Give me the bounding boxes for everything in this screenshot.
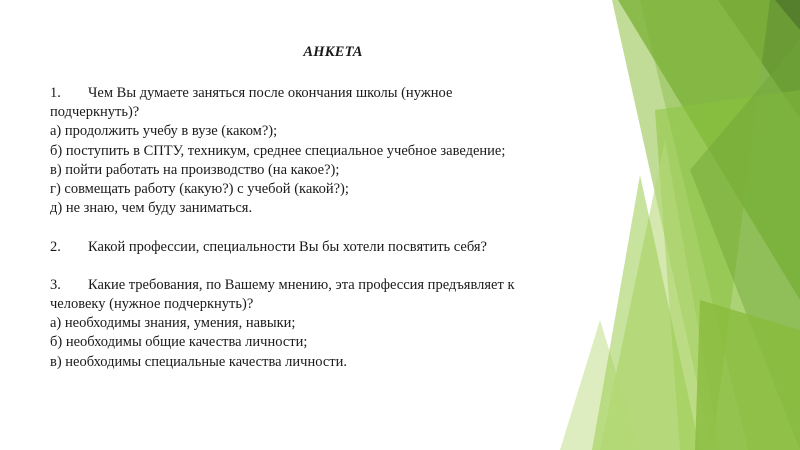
answer-option: б) необходимы общие качества личности; bbox=[50, 334, 308, 351]
answer-option: а) продолжить учебу в вузе (каком?); bbox=[50, 123, 278, 140]
question-1 bbox=[50, 84, 610, 103]
answer-option: в) необходимы специальные качества личности. bbox=[50, 353, 347, 370]
question-3 bbox=[50, 276, 610, 295]
question-text: Чем Вы думаете заняться после окончания школы (нужное bbox=[88, 85, 453, 101]
question-2 bbox=[50, 238, 610, 257]
spacer bbox=[50, 218, 610, 237]
question-number: 3. bbox=[50, 276, 61, 293]
question-text-continued: человеку (нужное подчеркнуть)? bbox=[50, 296, 254, 313]
answer-option: а) необходимы знания, умения, навыки; bbox=[50, 315, 296, 332]
spacer bbox=[50, 257, 610, 276]
question-text-continued: подчеркнуть)? bbox=[50, 104, 140, 121]
answer-option: б) поступить в СПТУ, техникум, среднее специальное учебное заведение; bbox=[50, 142, 506, 159]
answer-option: г) совмещать работу (какую?) с учебой (какой?); bbox=[50, 180, 349, 197]
question-text: Какие требования, по Вашему мнению, эта профессия предъявляет к bbox=[88, 276, 515, 293]
question-number: 2. bbox=[50, 238, 61, 255]
page-title: АНКЕТА bbox=[303, 44, 363, 60]
answer-option: в) пойти работать на производство (на какое?); bbox=[50, 161, 340, 178]
questionnaire-body bbox=[50, 84, 610, 372]
question-number: 1. bbox=[50, 85, 61, 101]
question-text: Какой профессии, специальности Вы бы хотели посвятить себя? bbox=[88, 238, 487, 255]
answer-option: д) не знаю, чем буду заниматься. bbox=[50, 200, 253, 217]
